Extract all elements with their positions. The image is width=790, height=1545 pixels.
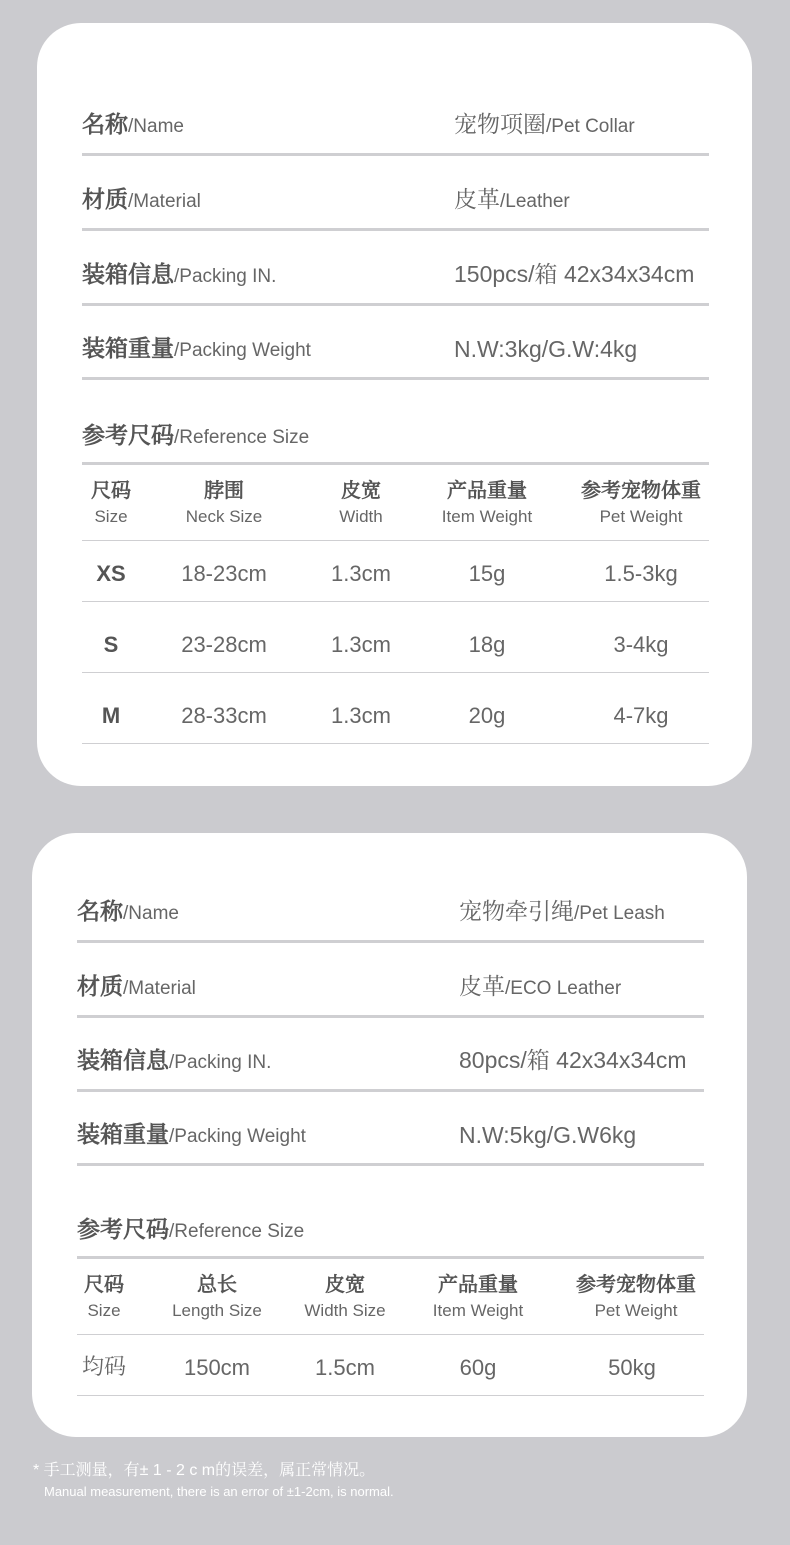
info-value: 皮革/ECO Leather xyxy=(459,973,622,999)
info-value: 80pcs/箱 42x34x34cm xyxy=(459,1047,687,1073)
header-length-size: 总长 Length Size xyxy=(172,1274,262,1320)
size-table-header xyxy=(82,466,709,541)
size-table-header xyxy=(77,1260,704,1335)
footnote-en: Manual measurement, there is an error of ±1-2cm, is normal. xyxy=(44,1484,394,1499)
info-label: 名称/Name xyxy=(82,111,184,137)
collar-spec-card xyxy=(37,23,752,786)
info-row-weight xyxy=(77,1103,704,1166)
info-label: 材质/Material xyxy=(82,186,201,212)
info-label: 装箱信息/Packing IN. xyxy=(82,261,277,287)
footnote-zh: * 手工测量，有± 1 - 2 c m的误差，属正常情况。 xyxy=(33,1462,376,1479)
info-row-name xyxy=(77,880,704,943)
header-item-weight: 产品重量 Item Weight xyxy=(441,480,533,526)
table-row: S 23-28cm 1.3cm 18g 3-4kg xyxy=(82,602,709,673)
size-section-title: 参考尺码/Reference Size xyxy=(82,420,709,465)
leash-spec-card xyxy=(32,833,747,1437)
info-label: 装箱信息/Packing IN. xyxy=(77,1047,272,1073)
info-value: N.W:5kg/G.W6kg xyxy=(459,1122,637,1148)
info-value: 宠物项圈/Pet Collar xyxy=(454,111,635,137)
info-value: 皮革/Leather xyxy=(454,186,570,212)
info-value: N.W:3kg/G.W:4kg xyxy=(454,336,638,362)
header-size: 尺码 Size xyxy=(91,480,131,526)
info-row-name xyxy=(82,93,709,156)
info-label: 名称/Name xyxy=(77,898,179,924)
header-item-weight: 产品重量 Item Weight xyxy=(432,1274,524,1320)
info-row-packing xyxy=(77,1029,704,1092)
header-width-size: 皮宽 Width Size xyxy=(304,1274,386,1320)
header-width: 皮宽 Width xyxy=(339,480,383,526)
info-label: 材质/Material xyxy=(77,973,196,999)
info-value: 150pcs/箱 42x34x34cm xyxy=(454,261,695,287)
header-size: 尺码 Size xyxy=(84,1274,124,1320)
table-row: 均码 150cm 1.5cm 60g 50kg xyxy=(77,1325,704,1396)
info-label: 装箱重量/Packing Weight xyxy=(77,1121,306,1147)
table-row: XS 18-23cm 1.3cm 15g 1.5-3kg xyxy=(82,531,709,602)
info-row-material xyxy=(77,955,704,1018)
info-row-material xyxy=(82,168,709,231)
size-section-title: 参考尺码/Reference Size xyxy=(77,1214,704,1259)
info-row-packing xyxy=(82,243,709,306)
info-value: 宠物牵引绳/Pet Leash xyxy=(459,898,665,924)
header-pet-weight: 参考宠物体重 Pet Weight xyxy=(576,1274,696,1320)
table-row: M 28-33cm 1.3cm 20g 4-7kg xyxy=(82,673,709,744)
info-row-weight xyxy=(82,317,709,380)
footnote xyxy=(33,1460,773,1502)
header-neck-size: 脖围 Neck Size xyxy=(185,480,263,526)
info-label: 装箱重量/Packing Weight xyxy=(82,335,311,361)
header-pet-weight: 参考宠物体重 Pet Weight xyxy=(581,480,701,526)
